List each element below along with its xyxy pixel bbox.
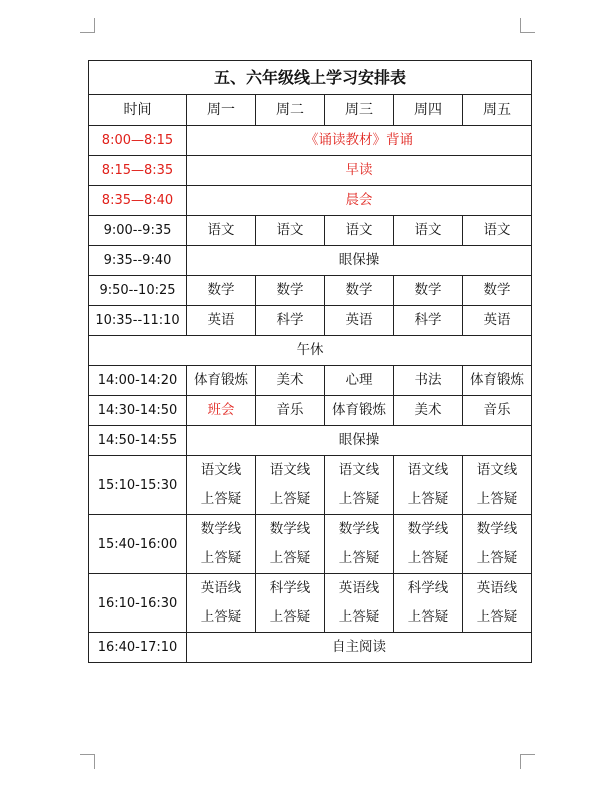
row-time: 15:40-16:00 (89, 515, 187, 574)
cell-wednesday: 语文 (325, 216, 394, 246)
cell-monday: 语文线 上答疑 (187, 456, 256, 515)
header-time: 时间 (89, 95, 187, 126)
row-time: 9:50--10:25 (89, 276, 187, 306)
cell-monday: 英语线 上答疑 (187, 574, 256, 633)
header-tuesday: 周二 (256, 95, 325, 126)
table-row (89, 336, 532, 366)
table-row (89, 246, 532, 276)
cell-monday: 数学线 上答疑 (187, 515, 256, 574)
row-activity: 《诵读教材》背诵 (187, 126, 532, 156)
cell-friday: 数学 (463, 276, 532, 306)
row-activity: 早读 (187, 156, 532, 186)
cell-thursday: 书法 (394, 366, 463, 396)
cell-wednesday: 体育锻炼 (325, 396, 394, 426)
table-row (89, 216, 532, 246)
table-row (89, 186, 532, 216)
cell-tuesday: 美术 (256, 366, 325, 396)
crop-mark-top-left (80, 18, 95, 33)
crop-mark-bottom-left (80, 754, 95, 769)
table-row (89, 366, 532, 396)
cell-tuesday: 语文线 上答疑 (256, 456, 325, 515)
row-time: 8:15—8:35 (89, 156, 187, 186)
row-time: 10:35--11:10 (89, 306, 187, 336)
schedule-table (88, 60, 532, 663)
cell-tuesday: 音乐 (256, 396, 325, 426)
cell-monday: 体育锻炼 (187, 366, 256, 396)
crop-mark-bottom-right (520, 754, 535, 769)
table-title: 五、六年级线上学习安排表 (89, 61, 532, 95)
cell-tuesday: 数学 (256, 276, 325, 306)
cell-wednesday: 语文线 上答疑 (325, 456, 394, 515)
header-monday: 周一 (187, 95, 256, 126)
cell-tuesday: 科学 (256, 306, 325, 336)
cell-monday: 语文 (187, 216, 256, 246)
cell-thursday: 科学线 上答疑 (394, 574, 463, 633)
cell-tuesday: 语文 (256, 216, 325, 246)
cell-tuesday: 数学线 上答疑 (256, 515, 325, 574)
table-row (89, 396, 532, 426)
cell-thursday: 科学 (394, 306, 463, 336)
header-row (89, 95, 532, 126)
table-row (89, 574, 532, 633)
cell-thursday: 数学线 上答疑 (394, 515, 463, 574)
cell-friday: 英语线 上答疑 (463, 574, 532, 633)
row-time: 8:00—8:15 (89, 126, 187, 156)
row-time: 8:35—8:40 (89, 186, 187, 216)
cell-friday: 语文 (463, 216, 532, 246)
header-wednesday: 周三 (325, 95, 394, 126)
row-time: 16:10-16:30 (89, 574, 187, 633)
crop-mark-top-right (520, 18, 535, 33)
table-row (89, 515, 532, 574)
cell-tuesday: 科学线 上答疑 (256, 574, 325, 633)
cell-wednesday: 数学 (325, 276, 394, 306)
row-time: 9:35--9:40 (89, 246, 187, 276)
row-activity: 眼保操 (187, 246, 532, 276)
cell-thursday: 美术 (394, 396, 463, 426)
row-activity: 晨会 (187, 186, 532, 216)
table-row (89, 306, 532, 336)
row-full-activity: 午休 (89, 336, 532, 366)
cell-wednesday: 心理 (325, 366, 394, 396)
cell-monday: 英语 (187, 306, 256, 336)
row-time: 14:30-14:50 (89, 396, 187, 426)
row-time: 15:10-15:30 (89, 456, 187, 515)
cell-monday: 数学 (187, 276, 256, 306)
cell-friday: 音乐 (463, 396, 532, 426)
row-time: 16:40-17:10 (89, 633, 187, 663)
cell-thursday: 语文线 上答疑 (394, 456, 463, 515)
cell-friday: 语文线 上答疑 (463, 456, 532, 515)
cell-wednesday: 英语 (325, 306, 394, 336)
header-friday: 周五 (463, 95, 532, 126)
cell-friday: 英语 (463, 306, 532, 336)
cell-friday: 体育锻炼 (463, 366, 532, 396)
row-activity: 眼保操 (187, 426, 532, 456)
cell-friday: 数学线 上答疑 (463, 515, 532, 574)
table-row (89, 456, 532, 515)
table-row (89, 633, 532, 663)
row-activity: 自主阅读 (187, 633, 532, 663)
cell-monday: 班会 (187, 396, 256, 426)
row-time: 14:00-14:20 (89, 366, 187, 396)
cell-wednesday: 英语线 上答疑 (325, 574, 394, 633)
cell-thursday: 语文 (394, 216, 463, 246)
table-row (89, 426, 532, 456)
table-row (89, 276, 532, 306)
table-row (89, 126, 532, 156)
cell-thursday: 数学 (394, 276, 463, 306)
table-row (89, 156, 532, 186)
cell-wednesday: 数学线 上答疑 (325, 515, 394, 574)
row-time: 14:50-14:55 (89, 426, 187, 456)
header-thursday: 周四 (394, 95, 463, 126)
row-time: 9:00--9:35 (89, 216, 187, 246)
